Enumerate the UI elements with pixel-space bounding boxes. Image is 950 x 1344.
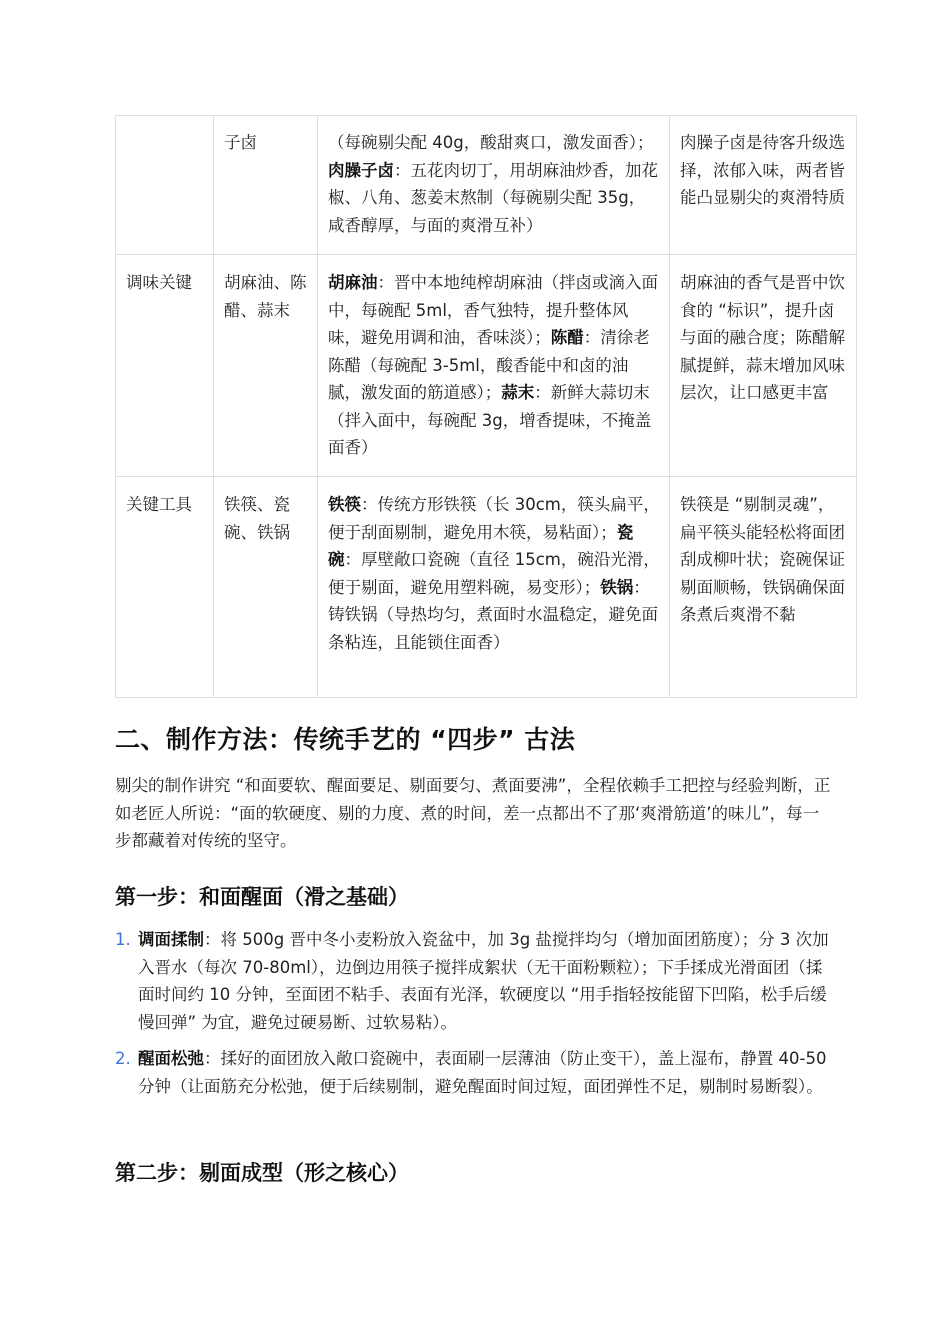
- list-item: [115, 926, 835, 1036]
- list-item-label: 醒面松弛: [138, 1049, 204, 1068]
- item-cell: 铁筷、瓷碗、铁锅: [214, 477, 318, 698]
- section-heading: 二、制作方法：传统手艺的 “四步” 古法: [115, 725, 576, 754]
- detail-text: ：清徐老陈醋（每碗配 3-5ml，酸香能中和卤的油腻，激发面的筋道感）；: [328, 328, 650, 402]
- table-row: [116, 255, 857, 477]
- detail-text: ：传统方形铁筷（长 30cm，筷头扁平，便于刮面剔制，避免用木筷，易粘面）；: [328, 495, 660, 542]
- item-cell: 子卤: [214, 116, 318, 255]
- category-cell: [116, 116, 214, 255]
- detail-keyword: 铁锅: [600, 577, 634, 597]
- note-cell: 胡麻油的香气是晋中饮食的 “标识”，提升卤与面的融合度；陈醋解腻提鲜，蒜末增加风味层次，让口感更丰富: [670, 255, 857, 477]
- detail-keyword: 蒜末: [501, 383, 535, 402]
- detail-text: ：铸铁锅（导热均匀，煮面时水温稳定，避免面条粘连，且能锁住面香）: [328, 577, 658, 652]
- detail-cell: [318, 477, 670, 698]
- detail-text: ：晋中本地纯榨胡麻油（拌卤或滴入面中，每碗配 5ml，香气独特，提升整体风味，避免用调和油，香味淡）；: [328, 273, 658, 347]
- step-1-heading: 第一步：和面醒面（滑之基础）: [115, 885, 409, 909]
- table-row: [116, 477, 857, 698]
- detail-keyword: 铁筷: [328, 495, 361, 514]
- detail-keyword: 瓷碗: [328, 522, 634, 569]
- note-cell: 肉臊子卤是待客升级选择，浓郁入味，两者皆能凸显剔尖的爽滑特质: [670, 116, 857, 255]
- section-intro: 剔尖的制作讲究 “和面要软、醒面要足、剔面要匀、煮面要沸”，全程依赖手工把控与经验判断，正如老匠人所说：“面的软硬度、剔的力度、煮的时间，差一点都出不了那‘爽滑筋道’的味儿”，每一步都藏着对传统的坚守。: [115, 776, 831, 850]
- list-item: [115, 1045, 835, 1100]
- list-item-label: 调面揉制: [138, 930, 204, 949]
- item-cell: 胡麻油、陈醋、蒜末: [214, 255, 318, 477]
- detail-text: ：新鲜大蒜切末（拌入面中，每碗配 3g，增香提味，不掩盖面香）: [328, 383, 652, 457]
- detail-cell: [318, 116, 670, 255]
- detail-text: ：五花肉切丁，用胡麻油炒香，加花椒、八角、葱姜末熬制（每碗剔尖配 35g，咸香醇厚，与面的爽滑互补）: [328, 160, 658, 235]
- list-number: 1.: [115, 930, 131, 949]
- detail-cell: [318, 255, 670, 477]
- list-item-text: ：将 500g 晋中冬小麦粉放入瓷盆中，加 3g 盐搅拌均匀（增加面团筋度）；分 3 次加入晋水（每次 70-80ml），边倒边用筷子搅拌成絮状（无干面粉颗粒）；下手揉成光滑面团（揉面时间约 10 分钟，至面团不粘手、表面有光泽，软硬度以 “用手指轻按能留下凹陷，松手后缓慢回弹” 为宜，避免过硬易断、过软易粘）。: [138, 930, 829, 1032]
- detail-keyword: 胡麻油: [328, 273, 378, 292]
- list-number: 2.: [115, 1049, 131, 1068]
- detail-text: ：厚壁敞口瓷碗（直径 15cm，碗沿光滑，便于剔面，避免用塑料碗，易变形）；: [328, 550, 660, 597]
- ingredients-tools-table: [115, 115, 857, 698]
- detail-text: （每碗剔尖配 40g，酸甜爽口，激发面香）；: [328, 133, 654, 152]
- note-cell: 铁筷是 “剔制灵魂”，扁平筷头能轻松将面团刮成柳叶状；瓷碗保证剔面顺畅，铁锅确保面条煮后爽滑不黏: [670, 477, 857, 698]
- list-item-text: ：揉好的面团放入敞口瓷碗中，表面刷一层薄油（防止变干），盖上湿布，静置 40-50 分钟（让面筋充分松弛，便于后续剔制，避免醒面时间过短，面团弹性不足，剔制时易断裂）。: [138, 1049, 827, 1096]
- category-cell: 关键工具: [116, 477, 214, 698]
- step-1-list: [115, 926, 835, 1109]
- detail-keyword: 肉臊子卤: [328, 160, 394, 180]
- step-2-heading: 第二步：剔面成型（形之核心）: [115, 1161, 409, 1185]
- category-cell: 调味关键: [116, 255, 214, 477]
- detail-keyword: 陈醋: [550, 328, 584, 347]
- table-row: [116, 116, 857, 255]
